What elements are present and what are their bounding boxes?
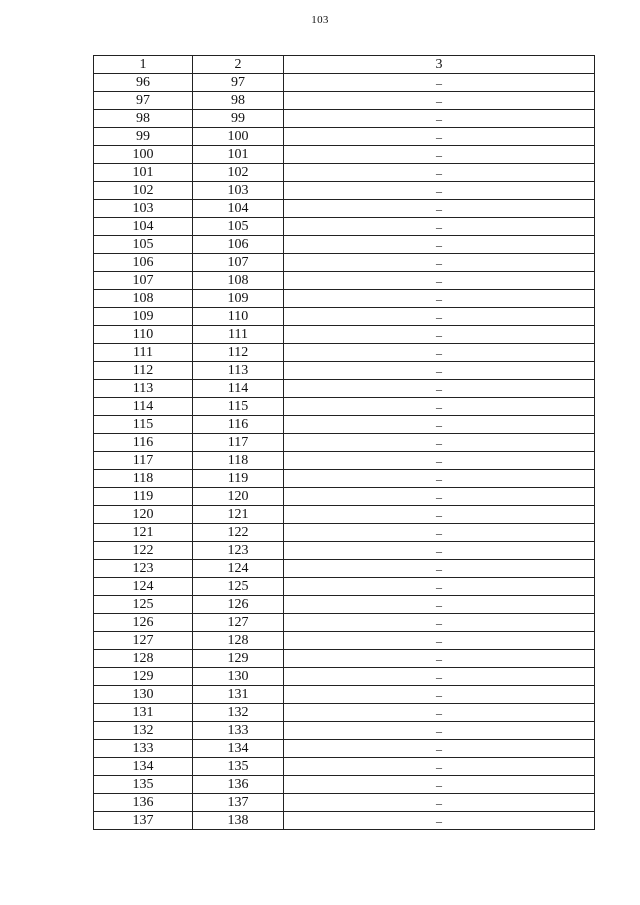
table-cell-col2: 110 (193, 308, 284, 326)
table-row (94, 434, 595, 452)
table-cell-col3: – (284, 74, 595, 92)
table-row (94, 272, 595, 290)
table-cell-col3: – (284, 776, 595, 794)
table-row (94, 524, 595, 542)
table-row (94, 704, 595, 722)
table-row (94, 362, 595, 380)
table-cell-col2: 134 (193, 740, 284, 758)
table-cell-col1: 134 (94, 758, 193, 776)
table-row (94, 596, 595, 614)
table-row (94, 650, 595, 668)
table-row (94, 92, 595, 110)
table-row (94, 488, 595, 506)
table-row (94, 290, 595, 308)
table-cell-col3: – (284, 236, 595, 254)
table-cell-col3: – (284, 650, 595, 668)
table-cell-col1: 115 (94, 416, 193, 434)
table-cell-col3: – (284, 398, 595, 416)
table-cell-col1: 133 (94, 740, 193, 758)
table-cell-col3: – (284, 722, 595, 740)
table-row (94, 668, 595, 686)
table-row (94, 632, 595, 650)
table-cell-col2: 117 (193, 434, 284, 452)
table-row (94, 308, 595, 326)
table-cell-col1: 124 (94, 578, 193, 596)
table-cell-col3: – (284, 434, 595, 452)
table-row (94, 452, 595, 470)
table-cell-col2: 118 (193, 452, 284, 470)
column-header-3: 3 (284, 56, 595, 74)
table-cell-col2: 138 (193, 812, 284, 830)
table-cell-col2: 107 (193, 254, 284, 272)
table-row (94, 110, 595, 128)
table-row (94, 380, 595, 398)
table-cell-col1: 117 (94, 452, 193, 470)
table-cell-col2: 116 (193, 416, 284, 434)
table-cell-col1: 102 (94, 182, 193, 200)
table-cell-col3: – (284, 110, 595, 128)
table-row (94, 236, 595, 254)
table-cell-col2: 99 (193, 110, 284, 128)
table-cell-col1: 107 (94, 272, 193, 290)
table-row (94, 776, 595, 794)
table-cell-col2: 103 (193, 182, 284, 200)
table-cell-col3: – (284, 182, 595, 200)
page-number: 103 (311, 14, 329, 26)
table-row (94, 506, 595, 524)
table-cell-col2: 127 (193, 614, 284, 632)
table-cell-col3: – (284, 380, 595, 398)
table-cell-col1: 118 (94, 470, 193, 488)
table-cell-col1: 122 (94, 542, 193, 560)
table-row (94, 794, 595, 812)
table-cell-col1: 109 (94, 308, 193, 326)
table-cell-col3: – (284, 740, 595, 758)
table-row (94, 146, 595, 164)
table-row (94, 542, 595, 560)
table-cell-col3: – (284, 506, 595, 524)
table-cell-col3: – (284, 578, 595, 596)
table-row (94, 164, 595, 182)
table-cell-col1: 106 (94, 254, 193, 272)
table-cell-col2: 119 (193, 470, 284, 488)
table-cell-col3: – (284, 704, 595, 722)
table-cell-col2: 105 (193, 218, 284, 236)
table-cell-col2: 111 (193, 326, 284, 344)
table-cell-col3: – (284, 146, 595, 164)
table-cell-col3: – (284, 542, 595, 560)
table-cell-col2: 102 (193, 164, 284, 182)
table-cell-col1: 120 (94, 506, 193, 524)
table-cell-col3: – (284, 812, 595, 830)
table-cell-col1: 136 (94, 794, 193, 812)
table-cell-col2: 132 (193, 704, 284, 722)
table-row (94, 740, 595, 758)
table-row (94, 254, 595, 272)
table-cell-col2: 121 (193, 506, 284, 524)
table-cell-col1: 111 (94, 344, 193, 362)
table-cell-col3: – (284, 326, 595, 344)
table-cell-col1: 114 (94, 398, 193, 416)
table-cell-col3: – (284, 218, 595, 236)
table-cell-col3: – (284, 128, 595, 146)
table-cell-col2: 113 (193, 362, 284, 380)
table-cell-col3: – (284, 452, 595, 470)
table-cell-col1: 103 (94, 200, 193, 218)
table-cell-col3: – (284, 470, 595, 488)
table-cell-col3: – (284, 344, 595, 362)
table-cell-col2: 129 (193, 650, 284, 668)
table-cell-col3: – (284, 290, 595, 308)
table-cell-col2: 137 (193, 794, 284, 812)
table-row (94, 722, 595, 740)
table-cell-col2: 123 (193, 542, 284, 560)
table-cell-col3: – (284, 614, 595, 632)
table-cell-col3: – (284, 254, 595, 272)
table-row (94, 560, 595, 578)
table-cell-col1: 126 (94, 614, 193, 632)
table-cell-col1: 127 (94, 632, 193, 650)
table-cell-col2: 114 (193, 380, 284, 398)
table-cell-col3: – (284, 686, 595, 704)
table-row (94, 812, 595, 830)
table-cell-col2: 101 (193, 146, 284, 164)
table-row (94, 758, 595, 776)
table-row (94, 686, 595, 704)
column-header-2: 2 (193, 56, 284, 74)
table-cell-col3: – (284, 794, 595, 812)
table-cell-col2: 106 (193, 236, 284, 254)
table-cell-col3: – (284, 308, 595, 326)
table-cell-col2: 100 (193, 128, 284, 146)
table-cell-col1: 98 (94, 110, 193, 128)
table-cell-col3: – (284, 272, 595, 290)
table-cell-col1: 132 (94, 722, 193, 740)
table-cell-col1: 135 (94, 776, 193, 794)
table-row (94, 614, 595, 632)
table-cell-col1: 108 (94, 290, 193, 308)
table-cell-col2: 97 (193, 74, 284, 92)
table-row (94, 182, 595, 200)
table-cell-col1: 113 (94, 380, 193, 398)
table-row (94, 200, 595, 218)
table-row (94, 74, 595, 92)
table-cell-col3: – (284, 200, 595, 218)
table-cell-col2: 125 (193, 578, 284, 596)
data-table (93, 55, 595, 830)
table-cell-col1: 116 (94, 434, 193, 452)
table-cell-col2: 120 (193, 488, 284, 506)
table-cell-col1: 121 (94, 524, 193, 542)
table-cell-col3: – (284, 416, 595, 434)
table-cell-col2: 98 (193, 92, 284, 110)
table-cell-col1: 100 (94, 146, 193, 164)
table-cell-col1: 97 (94, 92, 193, 110)
table-cell-col2: 112 (193, 344, 284, 362)
table-cell-col3: – (284, 164, 595, 182)
table-cell-col2: 133 (193, 722, 284, 740)
table-cell-col1: 112 (94, 362, 193, 380)
table-row (94, 398, 595, 416)
table-cell-col1: 125 (94, 596, 193, 614)
table-cell-col2: 131 (193, 686, 284, 704)
table-row (94, 578, 595, 596)
table-cell-col2: 122 (193, 524, 284, 542)
table-cell-col3: – (284, 596, 595, 614)
table-cell-col1: 119 (94, 488, 193, 506)
table-header-row (94, 56, 595, 74)
table-cell-col1: 129 (94, 668, 193, 686)
table-cell-col1: 104 (94, 218, 193, 236)
table-cell-col1: 130 (94, 686, 193, 704)
table-row (94, 344, 595, 362)
table-cell-col1: 110 (94, 326, 193, 344)
table-cell-col2: 130 (193, 668, 284, 686)
table-cell-col1: 99 (94, 128, 193, 146)
table-row (94, 218, 595, 236)
table-cell-col2: 108 (193, 272, 284, 290)
table-cell-col3: – (284, 560, 595, 578)
table-cell-col3: – (284, 668, 595, 686)
table-cell-col1: 128 (94, 650, 193, 668)
table-cell-col3: – (284, 524, 595, 542)
table-row (94, 128, 595, 146)
table-cell-col3: – (284, 362, 595, 380)
table-cell-col1: 137 (94, 812, 193, 830)
table-cell-col2: 126 (193, 596, 284, 614)
table-cell-col1: 131 (94, 704, 193, 722)
table-cell-col1: 123 (94, 560, 193, 578)
table-cell-col3: – (284, 758, 595, 776)
table-cell-col1: 101 (94, 164, 193, 182)
table-cell-col1: 96 (94, 74, 193, 92)
table-cell-col3: – (284, 92, 595, 110)
table-row (94, 326, 595, 344)
table-cell-col2: 109 (193, 290, 284, 308)
table-cell-col3: – (284, 632, 595, 650)
table-cell-col2: 135 (193, 758, 284, 776)
table-row (94, 470, 595, 488)
column-header-1: 1 (94, 56, 193, 74)
table-cell-col2: 124 (193, 560, 284, 578)
table-cell-col1: 105 (94, 236, 193, 254)
table-cell-col2: 104 (193, 200, 284, 218)
table-body (94, 74, 595, 830)
table-cell-col2: 115 (193, 398, 284, 416)
table-row (94, 416, 595, 434)
table-cell-col2: 128 (193, 632, 284, 650)
table-cell-col3: – (284, 488, 595, 506)
table-cell-col2: 136 (193, 776, 284, 794)
